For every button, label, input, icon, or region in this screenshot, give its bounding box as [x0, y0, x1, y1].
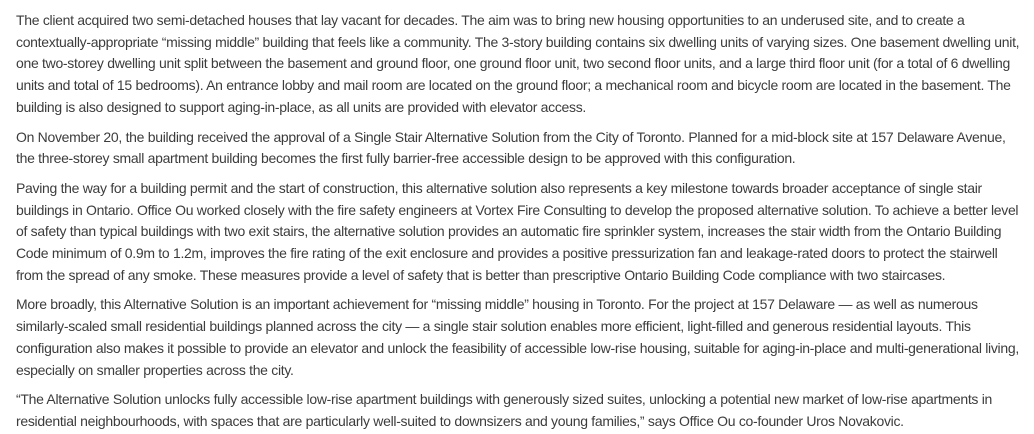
- paragraph-approval-announcement: On November 20, the building received the approval of a Single Stair Alternative Solution from the City of Toronto. Planned for a mid-block site at 157 Delaware Avenue, the three-storey small apartment building becomes the first fully barrier-free accessible design to be approved with this configuration.: [16, 128, 1006, 167]
- paragraph-project-description: The client acquired two semi-detached houses that lay vacant for decades. The aim was to bring new housing opportunities to an underused site, and to create a contextually-appropriate “missing middle” building that feels like a community. The 3-story building contains six dwelling units of varying sizes. One basement dwelling unit, one two-storey dwelling unit split between the basement and ground floor, one ground floor unit, two second floor units, and a large third floor unit (for a total of 6 dwelling units and total of 15 bedrooms). An entrance lobby and mail room are located on the ground floor; a mechanical room and bicycle room are located in the basement. The building is also designed to support aging-in-place, as all units are provided with elevator access.: [16, 12, 1020, 115]
- paragraph-missing-middle-impact: More broadly, this Alternative Solution is an important achievement for “missing middle” housing in Toronto. For the project at 157 Delaware — as well as numerous similarly-scaled small residential buildings planned across the city — a single stair solution enables more efficient, light-filled and generous residential layouts. This configuration also makes it possible to provide an elevator and unlock the feasibility of accessible low-rise housing, suitable for aging-in-place and multi-generational living, especially on smaller properties across the city.: [16, 296, 1019, 378]
- paragraph-founder-quote: “The Alternative Solution unlocks fully accessible low-rise apartment buildings with generously sized suites, unlocking a potential new market of low-rise apartments in residential neighbourhoods, with spaces that are particularly well-suited to downsizers and young families,” says Office Ou co-founder Uros Novakovic.: [16, 391, 992, 429]
- paragraph-fire-safety-measures: Paving the way for a building permit and the start of construction, this alternative solution also represents a key milestone towards broader acceptance of single stair buildings in Ontario. Office Ou worked closely with the fire safety engineers at Vortex Fire Consulting to develop the proposed alternative solution. To achieve a better level of safety than typical buildings with two exit stairs, the alternative solution provides an automatic fire sprinkler system, increases the stair width from the Ontario Building Code minimum of 0.9m to 1.2m, improves the fire rating of the exit enclosure and provides a positive pressurization fan and leakage-rated doors to protect the stairwell from the spread of any smoke. These measures provide a level of safety that is better than prescriptive Ontario Building Code compliance with two staircases.: [16, 179, 1019, 283]
